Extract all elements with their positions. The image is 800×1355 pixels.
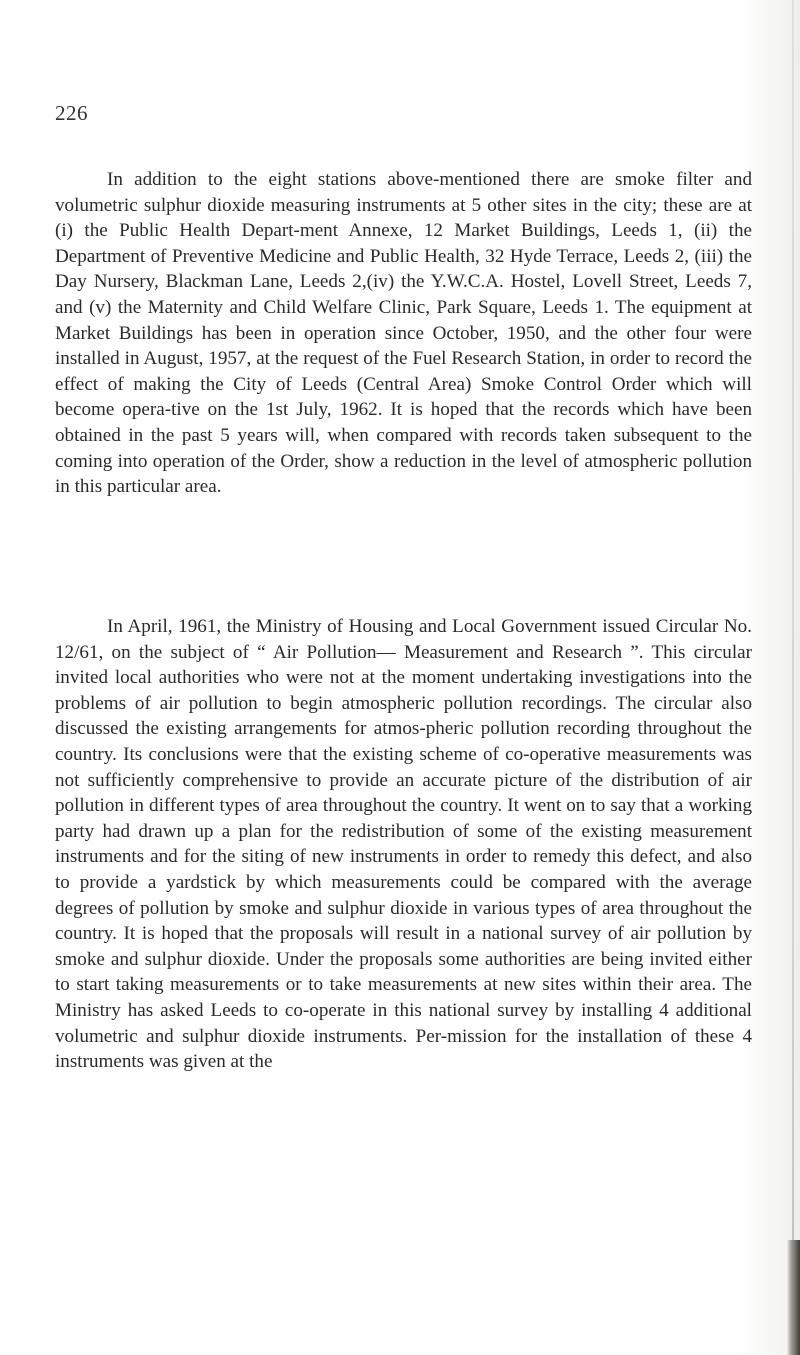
- paragraph-ministry-circular: In April, 1961, the Ministry of Housing and Local Government issued Circular No. 12/61, on the subject of “ Air Pollution— Measurement and Research ”. This circular invited local authorities who were not at the moment undertaking investigations into the problems of air pollution to begin atmospheric pollution recordings. The circular also discussed the existing arrangements for atmos-pheric pollution recording throughout the country. Its conclusions were that the existing scheme of co-operative measurements was not sufficiently comprehensive to provide an accurate picture of the distribution of air pollution in different types of area throughout the country. It went on to say that a working party had drawn up a plan for the redistribution of some of the existing measurement instruments and for the siting of new instruments in order to remedy this defect, and also to provide a yardstick by which measurements could be compared with the average degrees of pollution by smoke and sulphur dioxide in various types of area throughout the country. It is hoped that the proposals will result in a national survey of air pollution by smoke and sulphur dioxide. Under the proposals some authorities are being invited either to start taking measurements or to take measurements at new sites within their area. The Ministry has asked Leeds to co-operate in this national survey by installing 4 additional volumetric and sulphur dioxide instruments. Per-mission for the installation of these 4 instruments was given at the: [55, 616, 752, 1073]
- paragraph-monitoring-sites: In addition to the eight stations above-mentioned there are smoke filter and volumetric sulphur dioxide measuring instruments at 5 other sites in the city; these are at (i) the Public Health Depart-ment Annexe, 12 Market Buildings, Leeds 1, (ii) the Department of Preventive Medicine and Public Health, 32 Hyde Terrace, Leeds 2, (iii) the Day Nursery, Blackman Lane, Leeds 2,(iv) the Y.W.C.A. Hostel, Lovell Street, Leeds 7, and (v) the Maternity and Child Welfare Clinic, Park Square, Leeds 1. The equipment at Market Buildings has been in operation since October, 1950, and the other four were installed in August, 1957, at the request of the Fuel Research Station, in order to record the effect of making the City of Leeds (Central Area) Smoke Control Order which will become opera-tive on the 1st July, 1962. It is hoped that the records which have been obtained in the past 5 years will, when compared with records taken subsequent to the coming into operation of the Order, show a reduction in the level of atmospheric pollution in this particular area.: [55, 169, 752, 498]
- page-edge-shadow: [786, 1240, 800, 1355]
- page-number: 226: [55, 101, 88, 125]
- page-edge-line: [792, 0, 794, 1355]
